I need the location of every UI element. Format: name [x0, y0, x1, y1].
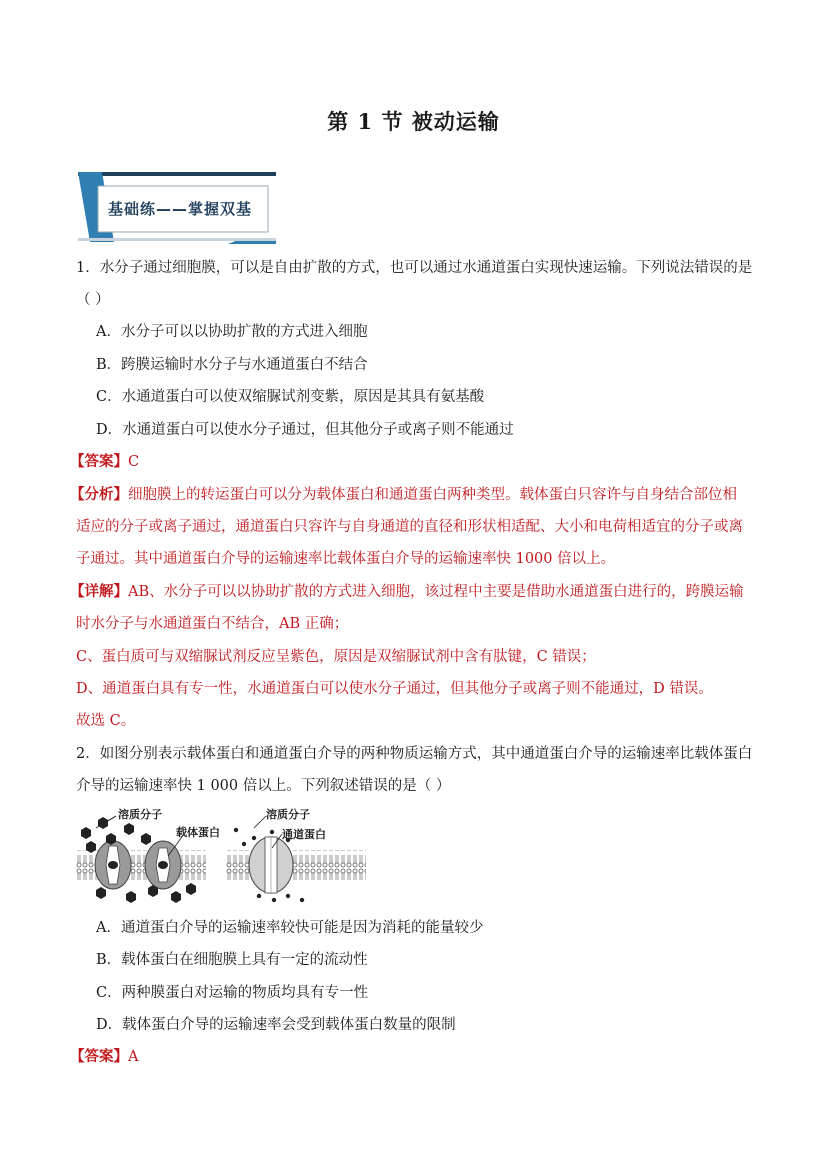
answer-tag: 【答案】	[70, 1048, 128, 1065]
q2-stem-line1: 2．如图分别表示载体蛋白和通道蛋白介导的两种物质运输方式，其中通道蛋白介导的运输速率比载体蛋白	[76, 746, 753, 762]
q2-stem-line2: 介导的运输速率快 1 000 倍以上。下列叙述错误的是（ ）	[76, 778, 451, 794]
q1-option-d: D．水通道蛋白可以使水分子通过，但其他分子或离子则不能通过	[96, 422, 514, 438]
q1-answer	[70, 452, 139, 472]
label-carrier: 载体蛋白	[176, 826, 220, 839]
section-banner	[78, 172, 278, 244]
q1-analysis-line1	[70, 485, 737, 505]
q1-analysis-line3: 子通过。其中通道蛋白介导的运输速率比载体蛋白介导的运输速率快 1000 倍以上。	[76, 551, 616, 567]
channel-protein	[249, 837, 293, 893]
analysis-text-1: 细胞膜上的转运蛋白可以分为载体蛋白和通道蛋白两种类型。载体蛋白只容许与自身结合部位相	[128, 487, 737, 503]
q1-detail-line1	[70, 582, 744, 602]
q1-stem-line1: 1．水分子通过细胞膜，可以是自由扩散的方式，也可以通过水通道蛋白实现快速运输。下列说法错误的是	[76, 260, 753, 276]
carrier-protein-1	[95, 841, 131, 889]
label-solute-left: 溶质分子	[118, 808, 162, 821]
q2-option-b: B．载体蛋白在细胞膜上具有一定的流动性	[96, 952, 368, 968]
answer-value: C	[128, 454, 140, 470]
q1-option-b: B．跨膜运输时水分子与水通道蛋白不结合	[96, 357, 368, 373]
carrier-protein-2	[145, 841, 181, 889]
q1-detail-line3: C、蛋白质可与双缩脲试剂反应呈紫色，原因是双缩脲试剂中含有肽键，C 错误；	[76, 649, 596, 665]
transport-figure	[76, 808, 366, 908]
q1-analysis-line2: 适应的分子或离子通过，通道蛋白只容许与自身通道的直径和形状相适配、大小和电荷相适宜的分子或离	[76, 519, 743, 535]
q2-option-c: C．两种膜蛋白对运输的物质均具有专一性	[96, 985, 369, 1001]
q2-answer	[70, 1047, 138, 1067]
answer-tag: 【答案】	[70, 453, 128, 470]
banner-text: 基础练——掌握双基	[108, 200, 253, 218]
analysis-tag: 【分析】	[70, 486, 128, 503]
q1-option-a: A．水分子可以以协助扩散的方式进入细胞	[96, 324, 368, 340]
label-channel: 通道蛋白	[282, 828, 326, 841]
detail-tag: 【详解】	[70, 583, 128, 600]
q2-option-d: D．载体蛋白介导的运输速率会受到载体蛋白数量的限制	[96, 1017, 456, 1033]
q1-detail-line2: 时水分子与水通道蛋白不结合，AB 正确；	[76, 616, 349, 632]
detail-text-1: AB、水分子可以以协助扩散的方式进入细胞，该过程中主要是借助水通道蛋白进行的，跨膜运输	[128, 584, 744, 600]
transport-diagram	[76, 808, 366, 908]
page-title: 第 1 节 被动运输	[327, 109, 500, 134]
q1-option-c: C．水通道蛋白可以使双缩脲试剂变紫，原因是其具有氨基酸	[96, 389, 485, 405]
q1-detail-line4: D、通道蛋白具有专一性，水通道蛋白可以使水分子通过，但其他分子或离子则不能通过，D 错误。	[76, 681, 713, 697]
q2-option-a: A．通道蛋白介导的运输速率较快可能是因为消耗的能量较少	[96, 920, 484, 936]
q1-stem-line2: （ ）	[76, 292, 110, 308]
answer-value: A	[128, 1049, 139, 1065]
q1-conclusion: 故选 C。	[76, 713, 136, 729]
label-solute-right: 溶质分子	[266, 808, 310, 821]
